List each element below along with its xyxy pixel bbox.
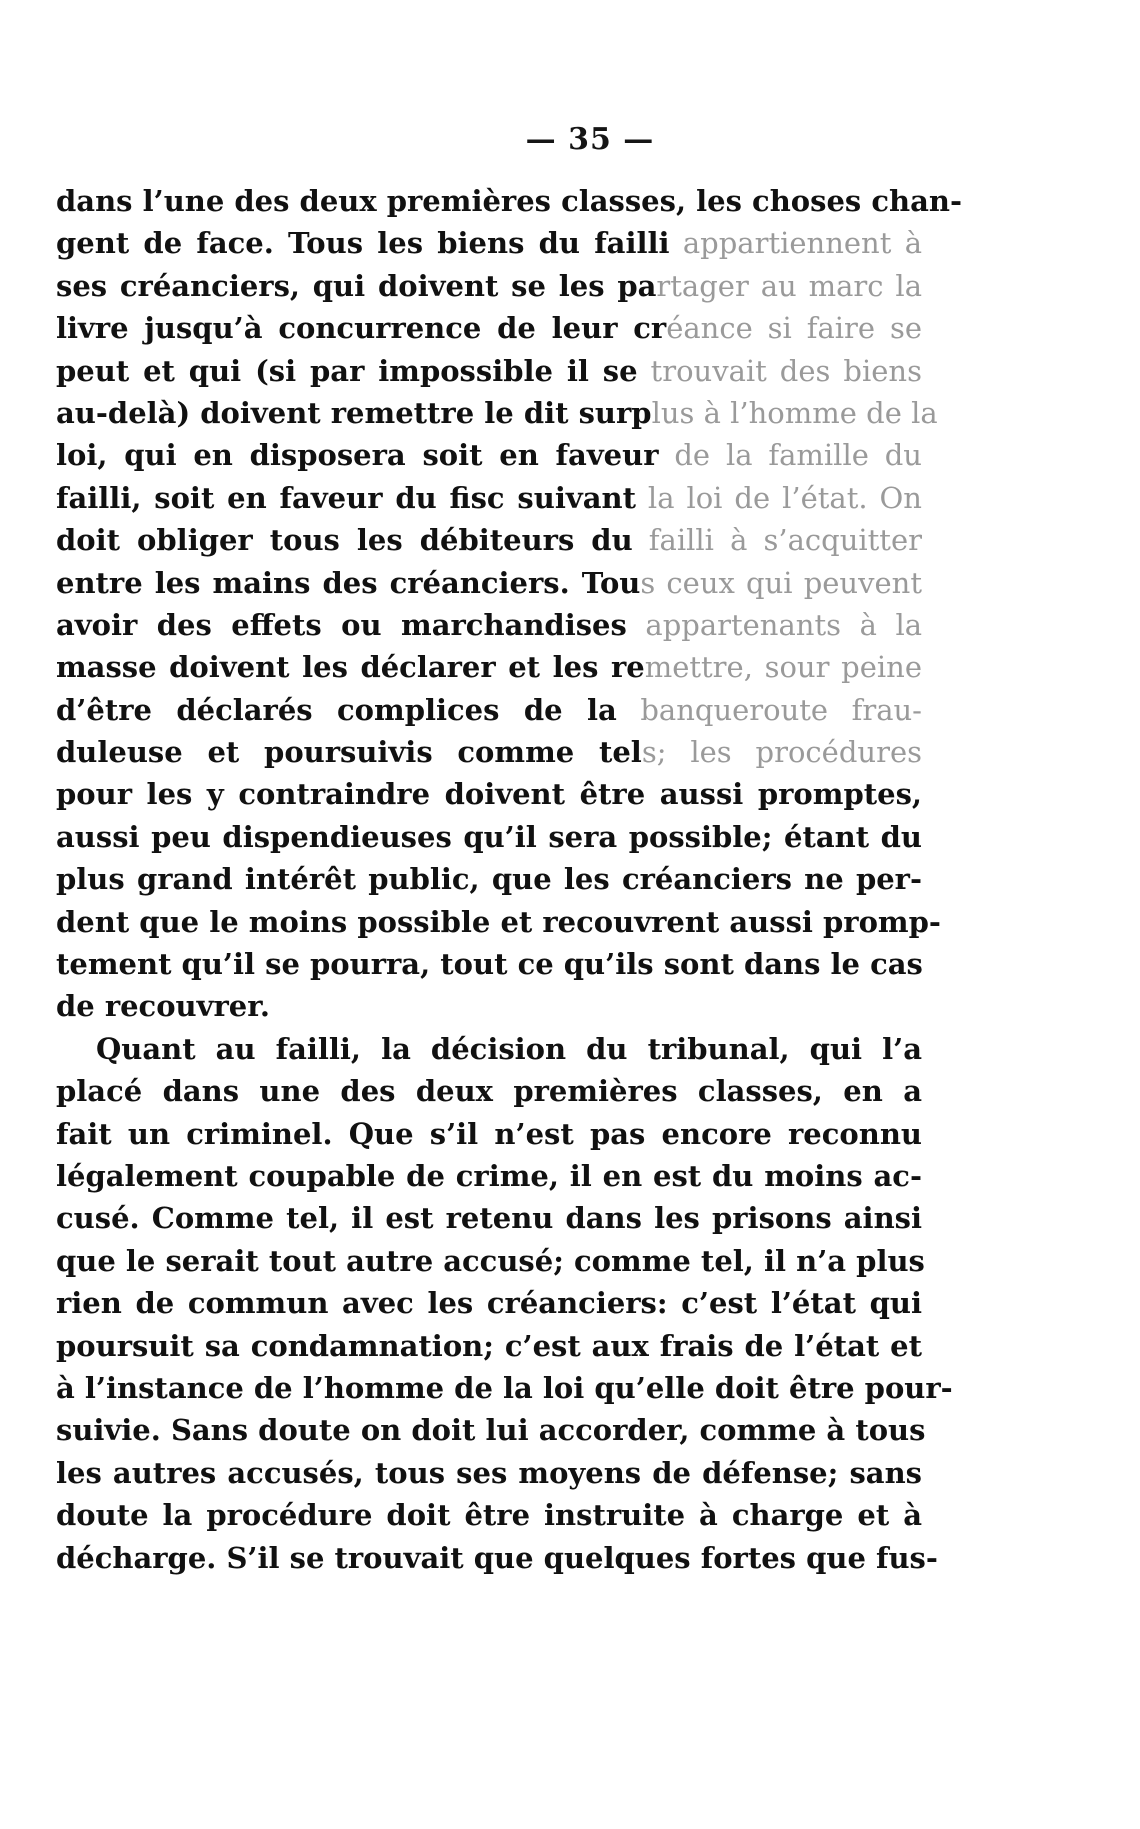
text-line: suivie. Sans doute on doit lui accorder, comme à tous	[56, 1413, 926, 1448]
text-line-paragraph-start: Quant au failli, la décision du tribunal, qui l’a	[96, 1031, 922, 1066]
text-line: entre les mains des créanciers. Tous ceux qui peuvent	[56, 565, 922, 600]
text-line: cusé. Comme tel, il est retenu dans les prisons ainsi	[56, 1201, 922, 1236]
page-body-text	[56, 180, 962, 1579]
text-line: peut et qui (si par impossible il se trouvait des biens	[56, 353, 922, 388]
text-line: au-delà) doivent remettre le dit surplus à l’homme de la	[56, 395, 938, 430]
page-number: — 35 —	[525, 122, 655, 157]
text-line: pour les y contraindre doivent être aussi promptes,	[56, 777, 922, 812]
text-line: fait un criminel. Que s’il n’est pas encore reconnu	[56, 1116, 922, 1151]
text-line: que le serait tout autre accusé; comme tel, il n’a plus	[56, 1243, 925, 1278]
text-line: les autres accusés, tous ses moyens de défense; sans	[56, 1455, 922, 1490]
text-line: à l’instance de l’homme de la loi qu’elle doit être pour-	[56, 1370, 953, 1405]
text-line: tement qu’il se pourra, tout ce qu’ils sont dans le cas	[56, 947, 923, 982]
text-line: aussi peu dispendieuses qu’il sera possible; étant du	[56, 819, 922, 854]
text-line: doute la procédure doit être instruite à charge et à	[56, 1498, 922, 1533]
text-line: rien de commun avec les créanciers: c’est l’état qui	[56, 1286, 922, 1321]
text-line: livre jusqu’à concurrence de leur créance si faire se	[56, 311, 922, 346]
text-line: ses créanciers, qui doivent se les partager au marc la	[56, 268, 922, 303]
text-line: dent que le moins possible et recouvrent aussi promp-	[56, 904, 941, 939]
text-line: poursuit sa condamnation; c’est aux frais de l’état et	[56, 1328, 922, 1363]
text-line-paragraph-end: de recouvrer.	[56, 989, 270, 1024]
text-line: doit obliger tous les débiteurs du failli à s’acquitter	[56, 523, 922, 558]
text-line: avoir des effets ou marchandises appartenants à la	[56, 607, 923, 642]
text-line: dans l’une des deux premières classes, les choses chan-	[56, 184, 962, 218]
text-line: loi, qui en disposera soit en faveur de la famille du	[56, 438, 922, 473]
text-line: placé dans une des deux premières classes, en a	[56, 1074, 922, 1109]
text-line: décharge. S’il se trouvait que quelques fortes que fus-	[56, 1540, 938, 1575]
text-line: d’être déclarés complices de la banqueroute frau-	[56, 692, 922, 727]
text-line: masse doivent les déclarer et les remettre, sour peine	[56, 650, 922, 685]
text-line: plus grand intérêt public, que les créanciers ne per-	[56, 862, 922, 897]
text-line: failli, soit en faveur du fisc suivant la loi de l’état. On	[56, 480, 922, 515]
text-line: duleuse et poursuivis comme tels; les procédures	[56, 735, 922, 770]
text-line: légalement coupable de crime, il en est du moins ac-	[56, 1158, 922, 1193]
text-line: gent de face. Tous les biens du failli appartiennent à	[56, 226, 923, 261]
